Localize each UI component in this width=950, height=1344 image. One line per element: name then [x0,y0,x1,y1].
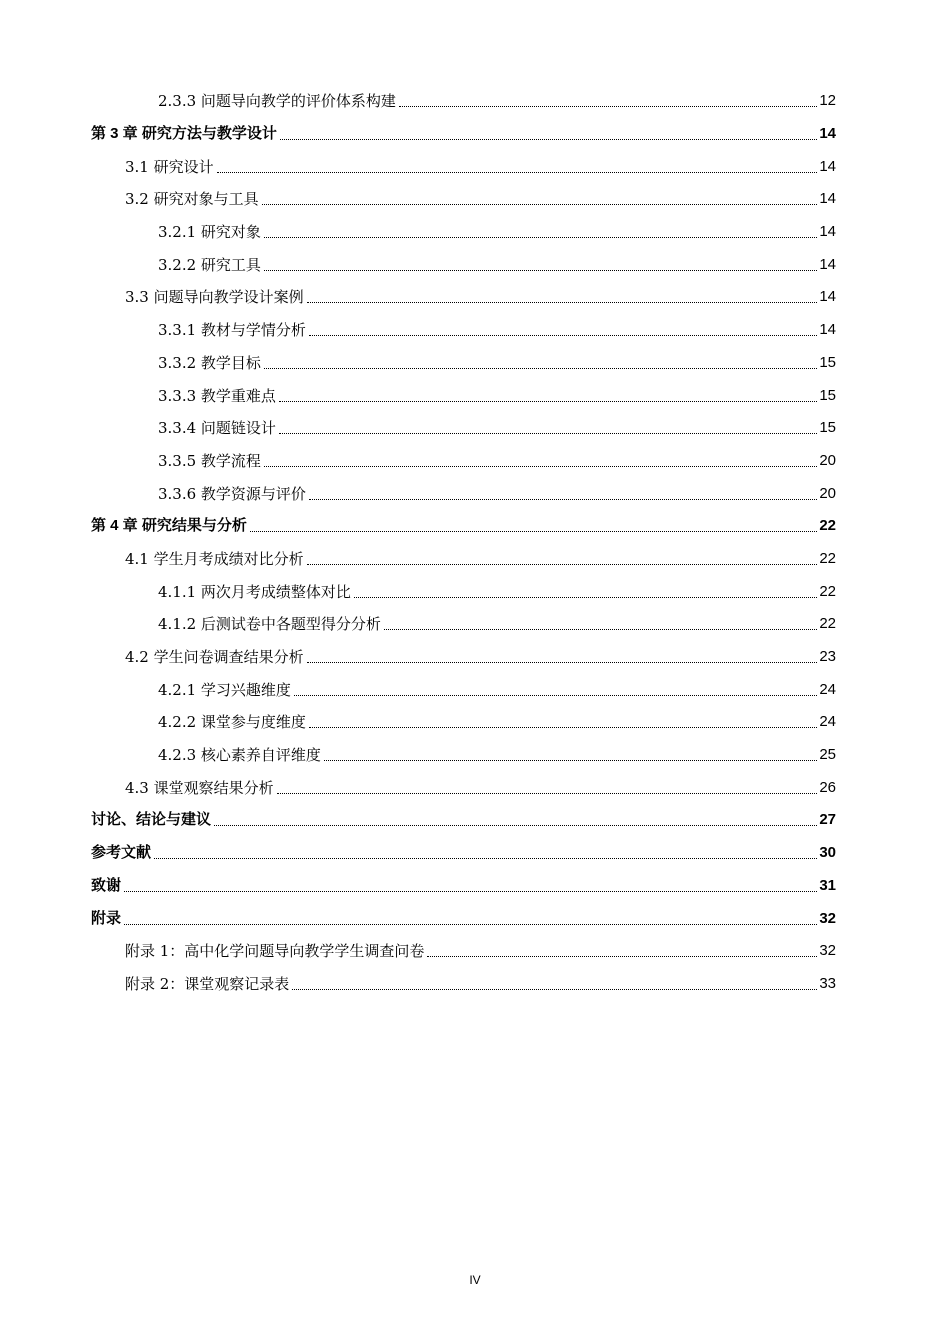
toc-entry[interactable] [0,902,950,935]
toc-entry-title: 3.3.4 问题链设计 [158,419,276,438]
dot-leader [264,269,817,271]
toc-entry[interactable] [0,216,950,249]
toc-entry[interactable] [0,477,950,510]
toc-entry-page-number: 15 [819,353,836,371]
toc-entry-page-number: 32 [819,909,836,927]
toc-entry-page-number: 14 [819,190,836,208]
toc-entry[interactable] [0,412,950,445]
dot-leader [280,138,817,140]
toc-entry-title: 3.2.1 研究对象 [158,223,261,242]
dot-leader [307,301,818,303]
toc-entry-page-number: 20 [819,451,836,469]
toc-entry[interactable] [0,248,950,281]
toc-entry[interactable] [0,281,950,314]
dot-leader [124,890,817,892]
toc-entry[interactable] [0,935,950,968]
dot-leader [309,334,817,336]
dot-leader [264,236,817,238]
toc-entry-page-number: 22 [819,517,836,535]
toc-entry-title: 3.1 研究设计 [125,157,214,176]
toc-entry-title: 4.1 学生月考成绩对比分析 [125,549,304,568]
toc-entry-title: 4.2.1 学习兴趣维度 [158,680,291,699]
toc-entry[interactable] [0,543,950,576]
toc-entry-title: 参考文献 [91,844,152,862]
dot-leader [279,400,817,402]
dot-leader [214,824,817,826]
dot-leader [384,628,817,630]
dot-leader [154,857,817,859]
toc-entry-page-number: 15 [819,386,836,404]
toc-entry-page-number: 33 [819,974,836,992]
dot-leader [264,465,817,467]
dot-leader [309,498,817,500]
toc-entry-title: 致谢 [91,876,122,894]
dot-leader [277,792,818,794]
toc-entry-title: 附录 [91,909,122,927]
toc-entry[interactable] [0,968,950,1001]
toc-entry-title: 附录 1：高中化学问题导向教学学生调查问卷 [125,942,425,961]
toc-entry-page-number: 14 [819,321,836,339]
dot-leader [399,105,817,107]
toc-entry[interactable] [0,445,950,478]
toc-entry-page-number: 14 [819,125,836,143]
toc-entry-page-number: 25 [819,746,836,764]
dot-leader [307,563,818,565]
toc-entry-title: 2.3.3 问题导向教学的评价体系构建 [158,92,396,111]
toc-entry-title: 4.2 学生问卷调查结果分析 [125,648,304,667]
toc-entry-page-number: 24 [819,680,836,698]
dot-leader [324,759,817,761]
toc-entry[interactable] [0,510,950,543]
toc-entry[interactable] [0,739,950,772]
toc-entry-page-number: 12 [819,92,836,110]
toc-entry-title: 4.3 课堂观察结果分析 [125,778,274,797]
toc-entry[interactable] [0,706,950,739]
toc-entry-title: 附录 2：课堂观察记录表 [125,974,290,993]
table-of-contents [0,85,950,1000]
toc-entry-page-number: 22 [819,549,836,567]
toc-entry-page-number: 22 [819,615,836,633]
toc-entry-page-number: 23 [819,648,836,666]
toc-entry-page-number: 27 [819,811,836,829]
toc-entry-title: 3.3.2 教学目标 [158,353,261,372]
dot-leader [307,661,818,663]
dot-leader [354,596,817,598]
dot-leader [217,171,818,173]
page-number: IV [469,1273,481,1287]
toc-entry-title: 4.1.2 后测试卷中各题型得分分析 [158,615,381,634]
toc-entry-page-number: 31 [819,876,836,894]
toc-entry[interactable] [0,673,950,706]
toc-entry-title: 讨论、结论与建议 [91,811,212,829]
toc-entry[interactable] [0,641,950,674]
toc-entry-title: 3.3.6 教学资源与评价 [158,484,306,503]
toc-entry-page-number: 14 [819,288,836,306]
toc-entry[interactable] [0,118,950,151]
toc-entry-title: 3.3.1 教材与学情分析 [158,321,306,340]
dot-leader [124,923,817,925]
toc-entry-page-number: 15 [819,419,836,437]
toc-entry[interactable] [0,771,950,804]
toc-entry-page-number: 22 [819,582,836,600]
toc-entry-page-number: 14 [819,255,836,273]
toc-entry-title: 第 3 章 研究方法与教学设计 [91,125,277,143]
toc-entry[interactable] [0,575,950,608]
dot-leader [292,988,817,990]
dot-leader [427,955,817,957]
toc-entry-title: 4.2.3 核心素养自评维度 [158,746,321,765]
dot-leader [309,726,817,728]
toc-entry-page-number: 20 [819,484,836,502]
toc-entry-title: 4.1.1 两次月考成绩整体对比 [158,582,351,601]
toc-entry-title: 3.3 问题导向教学设计案例 [125,288,304,307]
toc-entry-title: 3.3.5 教学流程 [158,451,261,470]
toc-entry-title: 第 4 章 研究结果与分析 [91,517,247,535]
toc-entry-page-number: 30 [819,844,836,862]
toc-entry[interactable] [0,183,950,216]
toc-entry-page-number: 32 [819,942,836,960]
dot-leader [279,432,817,434]
toc-entry-title: 4.2.2 课堂参与度维度 [158,713,306,732]
dot-leader [250,530,817,532]
dot-leader [294,694,817,696]
toc-entry[interactable] [0,837,950,870]
toc-entry-title: 3.2 研究对象与工具 [125,190,259,209]
toc-entry[interactable] [0,870,950,903]
toc-entry[interactable] [0,347,950,380]
toc-entry[interactable] [0,379,950,412]
toc-entry[interactable] [0,804,950,837]
dot-leader [262,203,818,205]
toc-entry-page-number: 14 [819,157,836,175]
toc-entry-title: 3.3.3 教学重难点 [158,386,276,405]
toc-entry-title: 3.2.2 研究工具 [158,255,261,274]
toc-entry[interactable] [0,85,950,118]
toc-entry[interactable] [0,150,950,183]
toc-entry-page-number: 26 [819,778,836,796]
toc-entry-page-number: 24 [819,713,836,731]
toc-entry-page-number: 14 [819,223,836,241]
toc-entry[interactable] [0,314,950,347]
dot-leader [264,367,817,369]
toc-entry[interactable] [0,608,950,641]
